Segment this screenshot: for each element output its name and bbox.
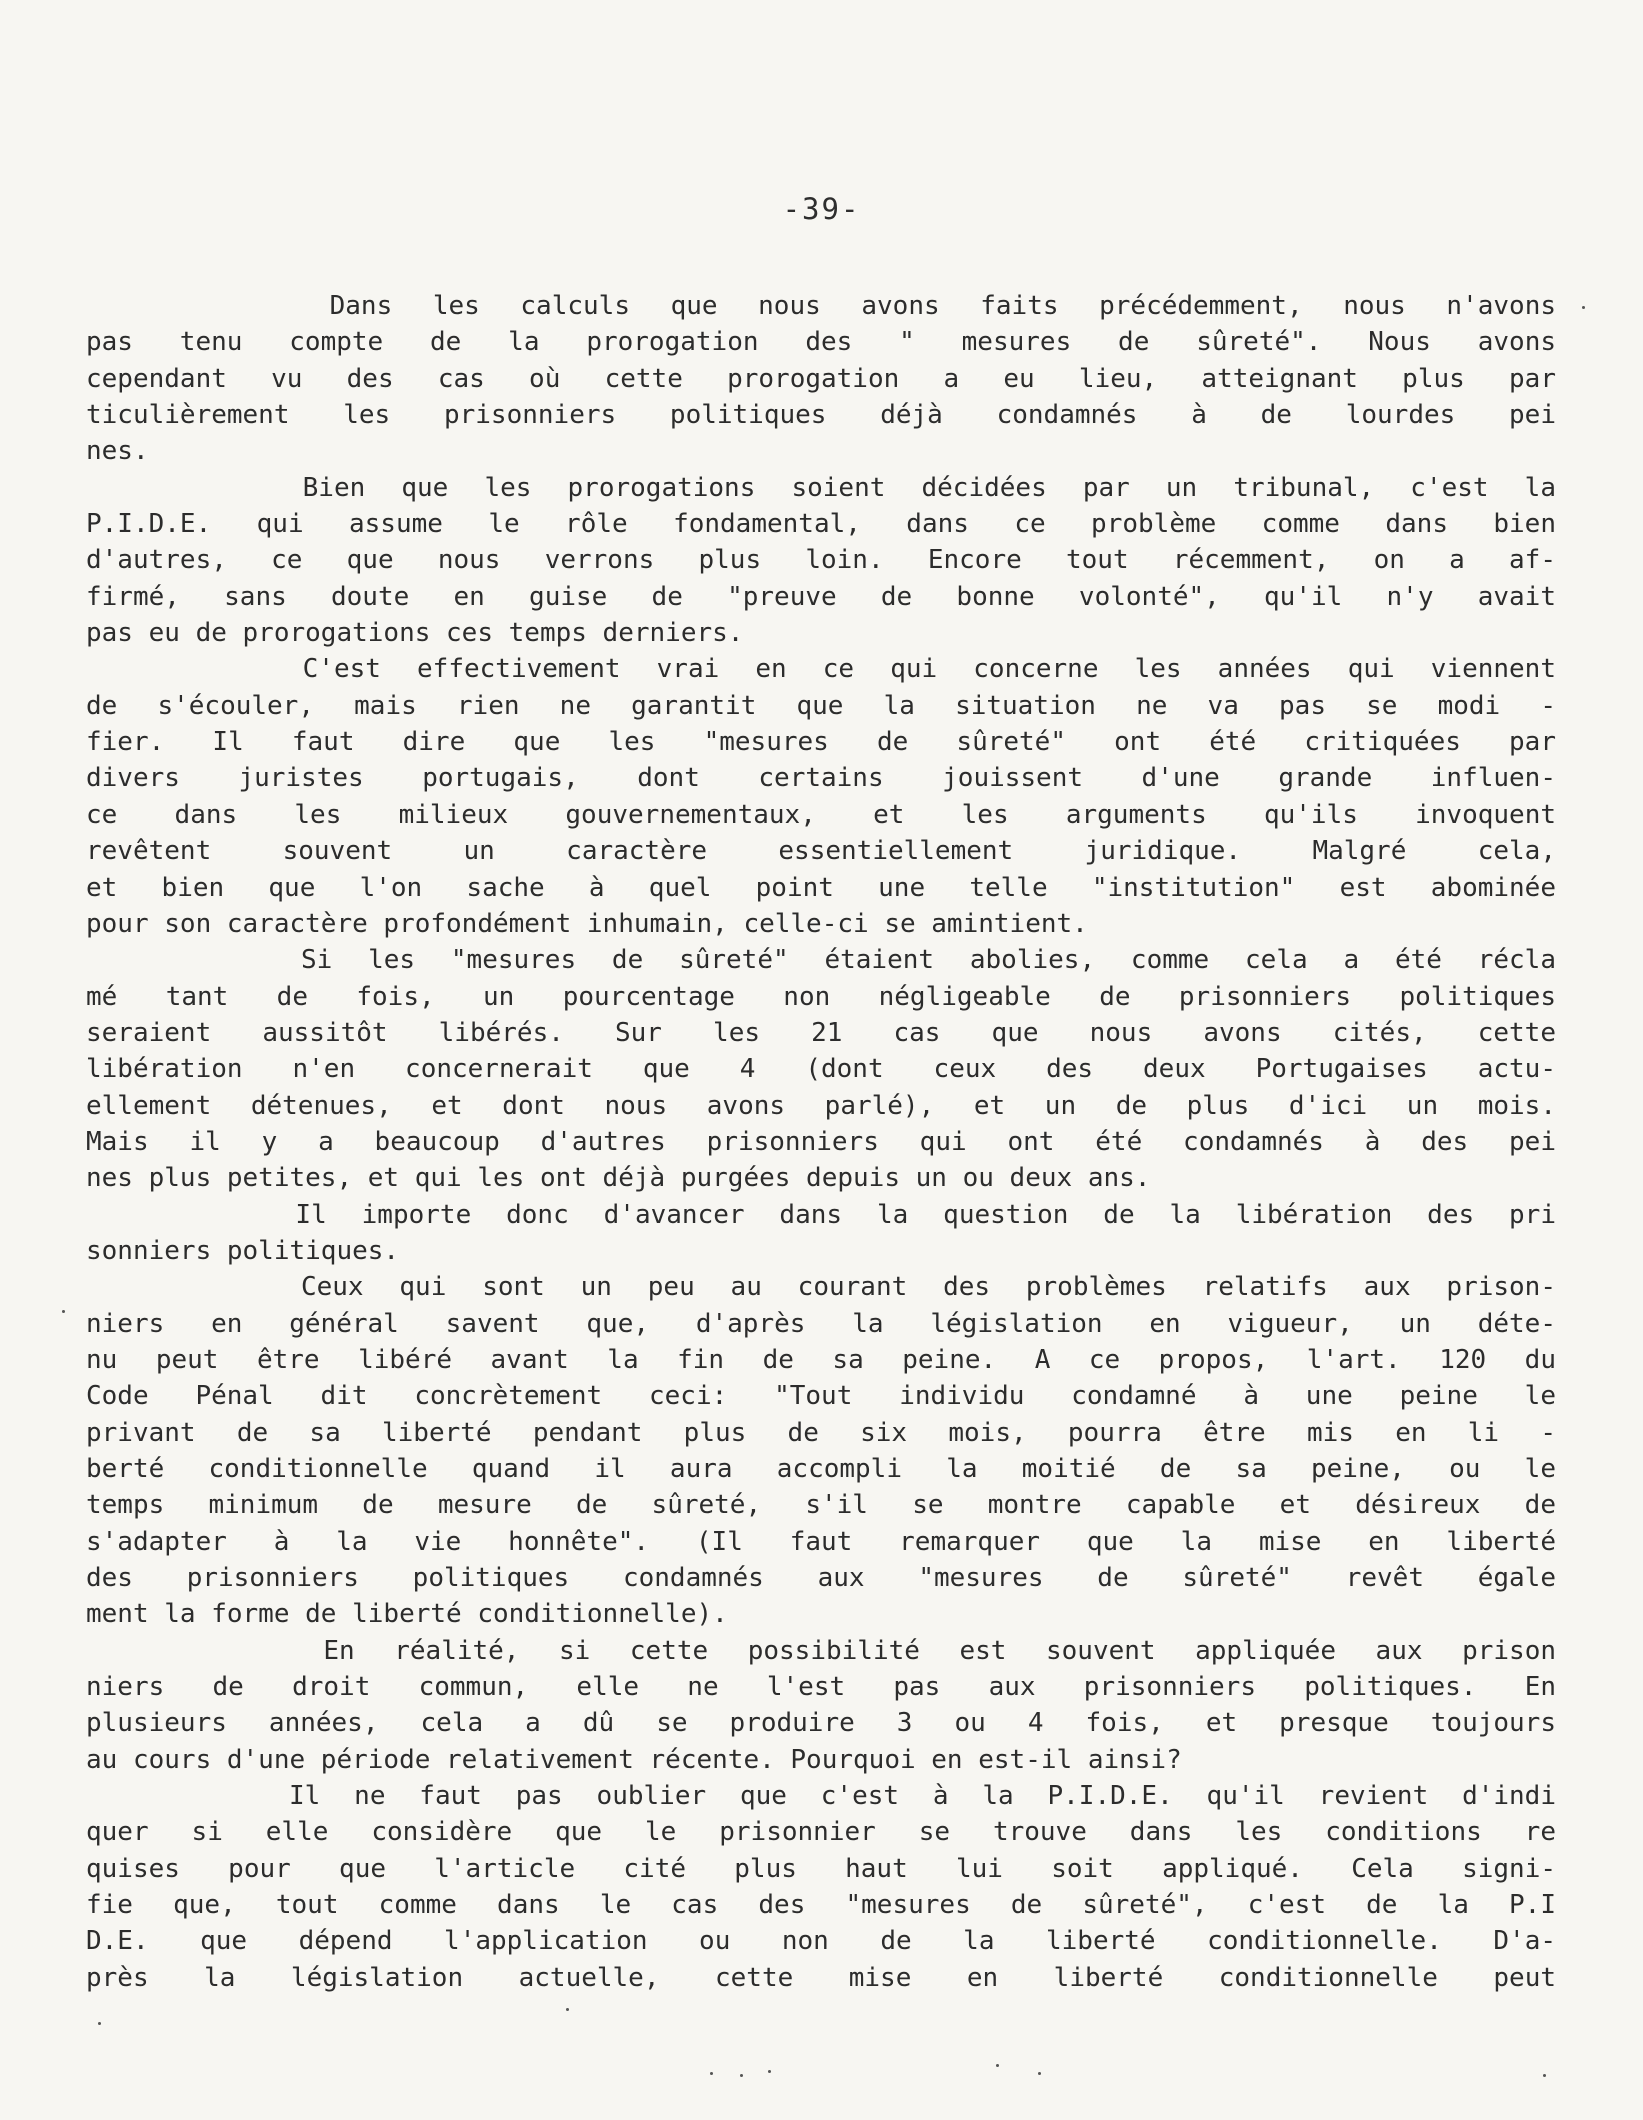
ink-speck	[566, 2008, 569, 2011]
ink-speck	[996, 2064, 999, 2067]
text-line: seraient aussitôt libérés. Sur les 21 cas que nous avons cités, cette	[86, 1017, 1556, 1048]
text-line: ellement détenues, et dont nous avons parlé), et un de plus d'ici un mois.	[86, 1090, 1556, 1121]
text-line: Code Pénal dit concrètement ceci: "Tout individu condamné à une peine le	[86, 1381, 1556, 1412]
text-line: nes plus petites, et qui les ont déjà purgées depuis un ou deux ans.	[86, 1163, 1151, 1194]
text-line: Ceux qui sont un peu au courant des problèmes relatifs aux prison-	[86, 1272, 1556, 1303]
text-line: d'autres, ce que nous verrons plus loin. Encore tout récemment, on a af-	[86, 545, 1556, 576]
text-line: nu peut être libéré avant la fin de sa peine. A ce propos, l'art. 120 du	[86, 1344, 1556, 1375]
page-number: -39-	[782, 192, 861, 226]
text-line: et bien que l'on sache à quel point une telle "institution" est abominée	[86, 872, 1556, 903]
text-line: au cours d'une période relativement récente. Pourquoi en est-il ainsi?	[86, 1744, 1182, 1775]
text-line: libération n'en concernerait que 4 (dont ceux des deux Portugaises actu-	[86, 1054, 1556, 1085]
text-line: quer si elle considère que le prisonnier se trouve dans les conditions re	[86, 1817, 1556, 1848]
text-line: privant de sa liberté pendant plus de six mois, pourra être mis en li -	[86, 1417, 1556, 1448]
text-line: C'est effectivement vrai en ce qui concerne les années qui viennent	[86, 654, 1556, 685]
text-line: En réalité, si cette possibilité est souvent appliquée aux prison	[86, 1635, 1556, 1666]
ink-speck	[1038, 2072, 1041, 2075]
text-line: fie que, tout comme dans le cas des "mesures de sûreté", c'est de la P.I	[86, 1890, 1556, 1921]
text-line: s'adapter à la vie honnête". (Il faut remarquer que la mise en liberté	[86, 1526, 1556, 1557]
ink-speck	[1543, 2074, 1546, 2077]
text-line: mé tant de fois, un pourcentage non négligeable de prisonniers politiques	[86, 981, 1556, 1012]
text-line: des prisonniers politiques condamnés aux "mesures de sûreté" revêt égale	[86, 1563, 1556, 1594]
text-line: quises pour que l'article cité plus haut lui soit appliqué. Cela signi-	[86, 1853, 1556, 1884]
text-line: firmé, sans doute en guise de "preuve de bonne volonté", qu'il n'y avait	[86, 581, 1556, 612]
text-line: ticulièrement les prisonniers politiques déjà condamnés à de lourdes pei	[86, 400, 1556, 431]
text-line: Il ne faut pas oublier que c'est à la P.I.D.E. qu'il revient d'indi	[86, 1781, 1556, 1812]
text-line: niers en général savent que, d'après la législation en vigueur, un déte-	[86, 1308, 1556, 1339]
ink-speck	[710, 2072, 713, 2075]
text-line: de s'écouler, mais rien ne garantit que la situation ne va pas se modi -	[86, 690, 1556, 721]
ink-speck	[98, 2022, 101, 2025]
text-line: Mais il y a beaucoup d'autres prisonniers qui ont été condamnés à des pei	[86, 1126, 1556, 1157]
text-line: Dans les calculs que nous avons faits précédemment, nous n'avons	[86, 291, 1556, 321]
text-line: ment la forme de liberté conditionnelle).	[86, 1599, 728, 1630]
text-line: pas tenu compte de la prorogation des " mesures de sûreté". Nous avons	[86, 327, 1556, 358]
text-line: Bien que les prorogations soient décidées par un tribunal, c'est la	[86, 472, 1556, 503]
text-line: revêtent souvent un caractère essentiellement juridique. Malgré cela,	[86, 836, 1556, 867]
text-line: D.E. que dépend l'application ou non de la liberté conditionnelle. D'a-	[86, 1926, 1556, 1957]
text-line: P.I.D.E. qui assume le rôle fondamental, dans ce problème comme dans bien	[86, 509, 1556, 540]
text-line: nes.	[86, 436, 149, 467]
text-line: cependant vu des cas où cette prorogation a eu lieu, atteignant plus par	[86, 363, 1556, 394]
text-line: niers de droit commun, elle ne l'est pas aux prisonniers politiques. En	[86, 1672, 1556, 1703]
text-line: Il importe donc d'avancer dans la question de la libération des pri	[86, 1199, 1556, 1230]
text-line: Si les "mesures de sûreté" étaient abolies, comme cela a été récla	[86, 945, 1556, 976]
text-line: plusieurs années, cela a dû se produire 3 ou 4 fois, et presque toujours	[86, 1708, 1556, 1739]
ink-speck	[1582, 306, 1585, 309]
body-text	[86, 288, 1556, 1996]
text-line: pas eu de prorogations ces temps derniers.	[86, 618, 744, 649]
text-line: sonniers politiques.	[86, 1235, 400, 1266]
text-line: pour son caractère profondément inhumain, celle-ci se amintient.	[86, 908, 1088, 939]
text-line: près la législation actuelle, cette mise en liberté conditionnelle peut	[86, 1962, 1556, 1993]
ink-speck	[740, 2074, 743, 2077]
text-line: berté conditionnelle quand il aura accompli la moitié de sa peine, ou le	[86, 1454, 1556, 1484]
text-line: ce dans les milieux gouvernementaux, et les arguments qu'ils invoquent	[86, 799, 1556, 830]
ink-speck	[62, 1310, 65, 1313]
ink-speck	[768, 2070, 771, 2073]
text-line: temps minimum de mesure de sûreté, s'il se montre capable et désireux de	[86, 1490, 1556, 1521]
text-line: fier. Il faut dire que les "mesures de sûreté" ont été critiquées par	[86, 727, 1556, 758]
text-line: divers juristes portugais, dont certains jouissent d'une grande influen-	[86, 763, 1556, 794]
